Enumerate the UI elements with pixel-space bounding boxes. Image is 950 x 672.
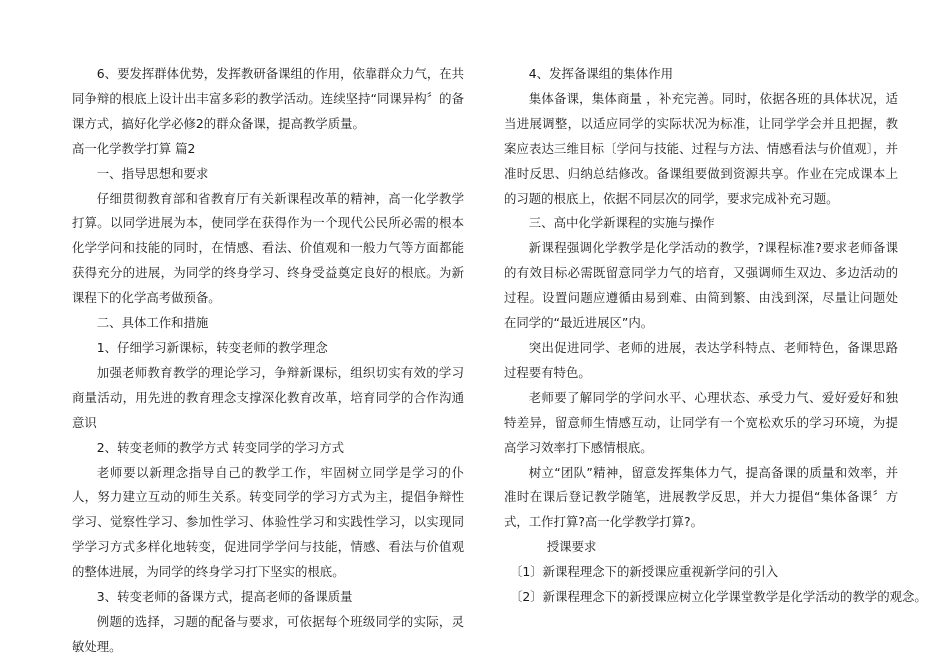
subheading: 4、发挥备课组的集体作用 [528, 66, 673, 81]
paragraph: 老师要以新理念指导自己的教学工作，牢固树立同学是学习的仆人，努力建立互动的师生关系。转变同学的学习方式为主，提倡争辩性学习、觉察性学习、参加性学习、体验性学习和实践性学习，以实现同学学习方式多样化地转变，促进同学学问与技能，情感、看法与价值观的整体进展，为同学的终身学习打下坚实的根底。 [72, 464, 464, 580]
list-item: 〔2〕新课程理念下的新授课应树立化学课堂教学是化学活动的教学的观念。 [510, 589, 927, 605]
paragraph: 老师要了解同学的学问水平、心理状态、承受力气、爱好爱好和独特差异，留意师生情感互动，让同学有一个宽松欢乐的学习环境，为提高学习效率打下感情根底。 [504, 389, 898, 455]
subheading: 2、转变老师的教学方式 转变同学的学习方式 [96, 439, 345, 455]
paragraph: 仔细贯彻教育部和省教育厅有关新课程改革的精神，高一化学教学打算。以同学进展为本，使同学在获得作为一个现代公民所必需的根本化学学问和技能的同时，在情感、看法、价值观和一般力气等方面都能获得充分的进展，为同学的终身学习、终身受益奠定良好的根底。为新课程下的化学高考做预备。 [72, 190, 464, 306]
subheading: 1、仔细学习新课标，转变老师的教学理念 [96, 339, 328, 355]
paragraph: 加强老师教育教学的理论学习，争辩新课标，组织切实有效的学习商量活动，用先进的教育理念支撑深化教育改革，培育同学的合作沟通意识 [72, 364, 464, 430]
right-text-column [504, 62, 927, 610]
paragraph: 突出促进同学、老师的进展，表达学科特点、老师特色，备课思路过程要有特色。 [504, 339, 898, 380]
subheading: 授课要求 [546, 539, 597, 555]
section-title: 高一化学教学打算 篇2 [72, 140, 196, 156]
subheading: 3、转变老师的备课方式，提高老师的备课质量 [96, 589, 353, 605]
paragraph: 6、要发挥群体优势，发挥教研备课组的作用，依靠群众力气，在共同争辩的根底上设计出丰富多彩的教学活动。连续坚持“同课异构〞的备课方式，搞好化学必修2的群众备课，提高教学质量。 [72, 66, 465, 131]
paragraph: 新课程强调化学教学是化学活动的教学，?课程标准?要求老师备课的有效目标必需既留意同学力气的培育，又强调师生双边、多边活动的过程。设置问题应遵循由易到难、由简到繁、由浅到深，尽量让问题处在同学的“最近进展区”内。 [504, 240, 898, 331]
paragraph: 集体备课，集体商量 ，补充完善。同时，依据各班的具体状况，适当进展调整，以适应同学的实际状况为标准，让同学学会并且把握，教案应表达三维目标〔学问与技能、过程与方法、情感看法与价值观〕，并准时反思、归纳总结修改。备课组要做到资源共享。作业在完成课本上的习题的根底上，依据不同层次的同学，要求完成补充习题。 [504, 90, 898, 206]
heading: 一、指导思想和要求 [96, 165, 209, 181]
left-text-column [72, 62, 464, 660]
list-item: 〔1〕新课程理念下的新授课应重视新学问的引入 [510, 564, 779, 580]
paragraph: 树立“团队”精神，留意发挥集体力气，提高备课的质量和效率，并准时在课后登记教学随笔，进展教学反思，并大力提倡“集体备课〞方式，工作打算?高一化学教学打算?。 [504, 464, 898, 530]
paragraph: 例题的选择，习题的配备与要求，可依据每个班级同学的实际，灵敏处理。 [72, 613, 464, 654]
heading: 二、具体工作和措施 [96, 315, 209, 331]
heading: 三、高中化学新课程的实施与操作 [528, 215, 715, 231]
